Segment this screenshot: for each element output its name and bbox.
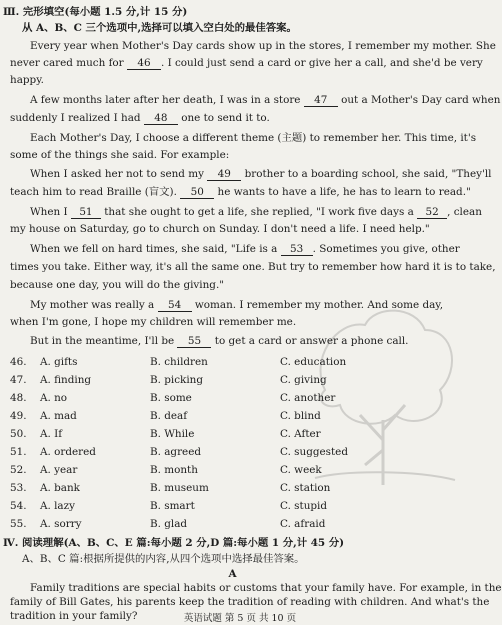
option-c[interactable]: C. week xyxy=(280,464,322,476)
option-c[interactable]: C. stupid xyxy=(280,500,328,512)
passage-line: My mother was really a 54 woman. I remember my mother. And some day, xyxy=(30,299,444,311)
option-b[interactable]: B. picking xyxy=(150,374,203,386)
option-number: 49. xyxy=(10,410,27,422)
option-a[interactable]: A. ordered xyxy=(40,446,96,458)
option-b[interactable]: B. agreed xyxy=(150,446,202,458)
option-number: 54. xyxy=(10,500,27,512)
option-number: 53. xyxy=(10,482,27,494)
option-a[interactable]: A. gifts xyxy=(40,356,78,368)
blank-49[interactable]: 49 xyxy=(207,169,241,181)
option-number: 52. xyxy=(10,464,27,476)
option-a[interactable]: A. mad xyxy=(40,410,77,422)
blank-53[interactable]: 53 xyxy=(281,244,313,256)
option-c[interactable]: C. afraid xyxy=(280,518,326,530)
passage-line: happy. xyxy=(10,74,44,86)
option-c[interactable]: C. education xyxy=(280,356,347,368)
option-a[interactable]: A. lazy xyxy=(40,500,75,512)
passage-line: When I asked her not to send my 49 brother to a boarding school, she said, "They'll xyxy=(30,168,492,180)
passage-line: When we fell on hard times, she said, "Life is a 53 . Sometimes you give, other xyxy=(30,243,460,255)
option-b[interactable]: B. museum xyxy=(150,482,209,494)
passage-line: When I 51 that she ought to get a life, she replied, "I work five days a 52 , clean xyxy=(30,206,482,218)
option-b[interactable]: B. glad xyxy=(150,518,188,530)
option-number: 47. xyxy=(10,374,27,386)
option-c[interactable]: C. After xyxy=(280,428,321,440)
option-a[interactable]: A. finding xyxy=(40,374,92,386)
blank-48[interactable]: 48 xyxy=(144,113,178,125)
passage-line: my house on Saturday, go to church on Sunday. I don't need a life. I need help." xyxy=(10,223,430,235)
section4-title: Ⅳ. 阅读理解(A、B、C、E 篇:每小题 2 分,D 篇:每小题 1 分,计 45 分) xyxy=(3,537,345,549)
option-a[interactable]: A. bank xyxy=(40,482,80,494)
option-number: 55. xyxy=(10,518,27,530)
option-a[interactable]: A. sorry xyxy=(40,518,82,530)
option-c[interactable]: C. giving xyxy=(280,374,327,386)
option-a[interactable]: A. year xyxy=(40,464,78,476)
passage-line: But in the meantime, I'll be 55 to get a card or answer a phone call. xyxy=(30,335,409,347)
option-a[interactable]: A. If xyxy=(40,428,63,440)
blank-51[interactable]: 51 xyxy=(71,207,101,219)
passage-line: Each Mother's Day, I choose a different theme (主题) to remember her. This time, it's xyxy=(30,132,477,144)
option-c[interactable]: C. blind xyxy=(280,410,321,422)
blank-47[interactable]: 47 xyxy=(304,95,338,107)
option-b[interactable]: B. smart xyxy=(150,500,195,512)
option-b[interactable]: B. children xyxy=(150,356,208,368)
option-c[interactable]: C. station xyxy=(280,482,331,494)
passage-line: Family traditions are special habits or customs that your family have. For example, in the xyxy=(30,582,502,594)
option-b[interactable]: B. some xyxy=(150,392,192,404)
option-c[interactable]: C. another xyxy=(280,392,336,404)
option-b[interactable]: B. month xyxy=(150,464,198,476)
passage-heading: A xyxy=(228,568,237,580)
passage-line: A few months later after her death, I was in a store 47 out a Mother's Day card when xyxy=(30,94,501,106)
passage-line: when I'm gone, I hope my children will remember me. xyxy=(10,316,297,328)
passage-line: because one day, you will do the giving." xyxy=(10,279,225,291)
blank-54[interactable]: 54 xyxy=(158,300,192,312)
passage-line: some of the things she said. For example: xyxy=(10,149,230,161)
option-c[interactable]: C. suggested xyxy=(280,446,348,458)
option-number: 51. xyxy=(10,446,27,458)
passage-line: never cared much for 46 . I could just send a card or give her a call, and she'd be very xyxy=(10,57,483,69)
blank-50[interactable]: 50 xyxy=(180,187,214,199)
blank-55[interactable]: 55 xyxy=(177,336,211,348)
passage-line: teach him to read Braille (盲文). 50 he wants to have a life, he has to learn to read." xyxy=(10,186,471,198)
option-a[interactable]: A. no xyxy=(40,392,68,404)
option-b[interactable]: B. While xyxy=(150,428,195,440)
option-number: 46. xyxy=(10,356,27,368)
passage-line: suddenly I realized I had 48 one to send it to. xyxy=(10,112,270,124)
option-number: 50. xyxy=(10,428,27,440)
option-b[interactable]: B. deaf xyxy=(150,410,188,422)
passage-line: times you take. Either way, it's all the same one. But try to remember how hard it is to take, xyxy=(10,261,496,273)
page-footer: 英语试题 第 5 页 共 10 页 xyxy=(183,613,297,624)
section4-instruction: A、B、C 篇:根据所提供的内容,从四个选项中选择最佳答案。 xyxy=(22,553,305,565)
section3-title: Ⅲ. 完形填空(每小题 1.5 分,计 15 分) xyxy=(3,6,188,18)
option-number: 48. xyxy=(10,392,27,404)
blank-52[interactable]: 52 xyxy=(417,207,447,219)
passage-line: tradition in your family? xyxy=(10,610,138,622)
blank-46[interactable]: 46 xyxy=(127,58,161,70)
passage-line: Every year when Mother's Day cards show up in the stores, I remember my mother. She xyxy=(30,40,496,52)
passage-line: family of Bill Gates, his parents keep the tradition of reading with children. And what's the xyxy=(10,596,490,608)
section3-instruction: 从 A、B、C 三个选项中,选择可以填入空白处的最佳答案。 xyxy=(22,22,297,34)
